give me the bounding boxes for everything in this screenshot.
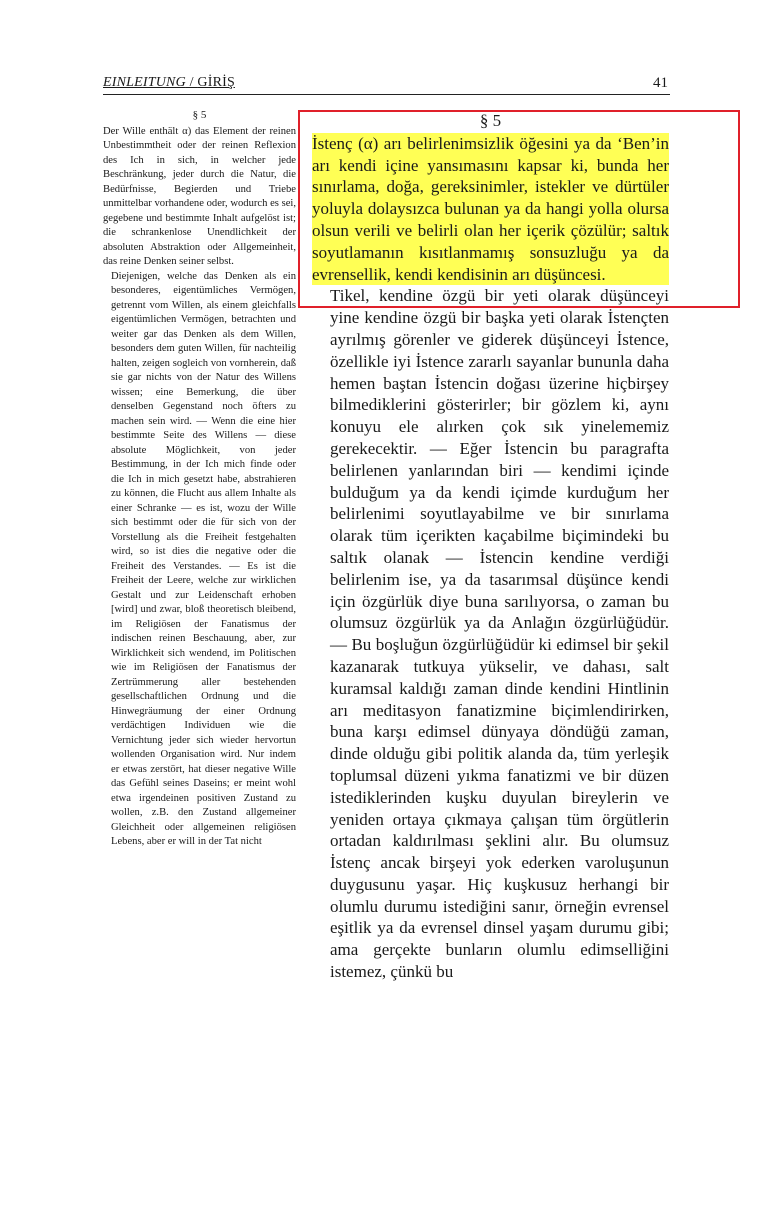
header-separator: /	[185, 75, 198, 90]
german-section-heading: § 5	[192, 109, 207, 121]
turkish-section-heading: § 5	[479, 111, 502, 130]
german-paragraph-2: Diejenigen, welche das Denken als ein besonderes, eigentümliches Vermögen, getrennt vom Willen, als einem gleichfalls eigentümlichen Vermögen, betrachten und weiter gar das Denken als dem Willen, besonders dem guten Willen, für nachteilig halten, zeigen sogleich von vornherein, daß sie gar nichts von der Natur des Willens wissen; eine Bemerkung, die über denselben Gegenstand noch öfters zu machen sein wird. — Wenn die eine hier bestimmte Seite des Willens — diese absolute Möglichkeit, von jeder Bestimmung, in der Ich mich finde oder die Ich in mich gesetzt habe, abstrahieren zu können, die Flucht aus allem Inhalte als einer Schranke — es ist, wozu der Wille sich bestimmt oder die für sich von der Vorstellung als die Freiheit festgehalten wird, so ist dies die negative oder die Freiheit des Verstandes. — Es ist die Freiheit der Leere, welche zur wirklichen Gestalt und zur Leidenschaft erhoben [wird] und zwar, bloß theoretisch bleibend, im Religiösen der Fanatismus der indischen reinen Beschauung, aber, zur Wirklichkeit sich wendend, im Politischen wie im Religiösen der Fanatismus der Zertrümmerung aller bestehenden gesellschaftlichen Ordnung und die Hinwegräumung der einer Ordnung verdächtigen Individuen wie die Vernichtung jeder sich wieder hervortun wollenden Organisation wird. Nur indem er etwas zerstört, hat dieser negative Wille das Gefühl seines Daseins; er meint wohl etwa irgendeinen positiven Zustand zu wollen, z.B. den Zustand allgemeiner Gleichheit oder allgemeinen religiösen Lebens, aber er will in der Tat nicht	[111, 270, 296, 847]
header-title-de: EINLEITUNG	[103, 75, 186, 90]
page-number: 41	[653, 75, 668, 91]
header-title	[103, 75, 235, 91]
selection-box	[298, 110, 740, 308]
turkish-paragraph-2: Tikel, kendine özgü bir yeti olarak düşünceyi yine kendine özgü bir başka yeti olarak İstençten ayrılmış görenler ve giderek düşünceyi İstence, özellikle iyi İstence zararlı sayanlar bununla daha hemen baştan İstencin doğası üzerine hiçbirşey bilmediklerini gösterirler; bir gözlem ki, aynı konuyu ele alırken çok sık yinelememiz gerekecektir. — Eğer İstencin bu paragrafta belirlenen yanlarından biri — kendimi içinde bulduğum ya da kendi içimde kurduğum her belirlenimi soyutlayabilme ve bir sınırlama olarak tüm içerikten kaçabilme biçimindeki bu saltık olanak — İstencin kendine verdiği belirlenim ise, ya da tasarımsal düşünce kendi için özgürlük diye buna sarılıyorsa, o zaman bu olumsuz özgürlük ya da Anlağın özgürlüğüdür. — Bu boşluğun özgürlüğüdür ki edimsel bir şekil kazanarak tutkuya yükselir, ve dahası, salt kuramsal kaldığı zaman dinde kendini Hintlinin arı meditasyon fanatizmine biçimlendirirken, buna karşı edimsel dünyaya döndüğü zaman, dinde olduğu gibi politik alanda da, tüm yerleşik toplumsal düzeni yıkma fanatizmi ve bir düzen istediklerinden kuşku duyulan bireylerin ve yeniden ortaya çıkmaya çalışan tüm örgütlerin ortadan kaldırılması şeklini alır. Bu olumsuz İstenç ancak birşeyi yok ederken varoluşunun duygusunu yaşar. Hiç kuşkusuz herhangi bir olumlu durumu istediğini sanır, örneğin evrensel eşitlik ya da evrensel dinsel yaşam durumu gibi; ama gerçekte bunların olumlu edimselliğini istemez, çünkü bu	[330, 286, 669, 982]
header-title-tr: GİRİŞ	[197, 75, 235, 90]
german-column	[103, 108, 296, 850]
turkish-paragraph-1-highlighted: İstenç (α) arı belirlenimsizlik öğesini ya da ‘Ben’in arı kendi içine yansımasını kapsar ki, bunda her sınırlama, doğa, gereksinimler, istekler ve dürtüler yoluyla dolaysızca bulunan ya da hangi yolla olursa olsun verili ve belirli olan her içerik çözülür; saltık soyutlamanın kısıtlanmamış sonsuzluğu ya da evrensellik, kendi kendisinin arı düşüncesi.	[312, 133, 669, 284]
running-header	[103, 74, 670, 95]
german-paragraph-1: Der Wille enthält α) das Element der reinen Unbestimmtheit oder der reinen Reflexion des Ich in sich, in welcher jede Beschränkung, jeder durch die Natur, die Bedürfnisse, Begierden und Triebe unmittelbar vorhandene oder, wodurch es sei, gegebene und bestimmte Inhalt aufgelöst ist; die schrankenlose Unendlichkeit der absoluten Abstraktion oder Allgemeinheit, das reine Denken seiner selbst.	[103, 125, 296, 267]
